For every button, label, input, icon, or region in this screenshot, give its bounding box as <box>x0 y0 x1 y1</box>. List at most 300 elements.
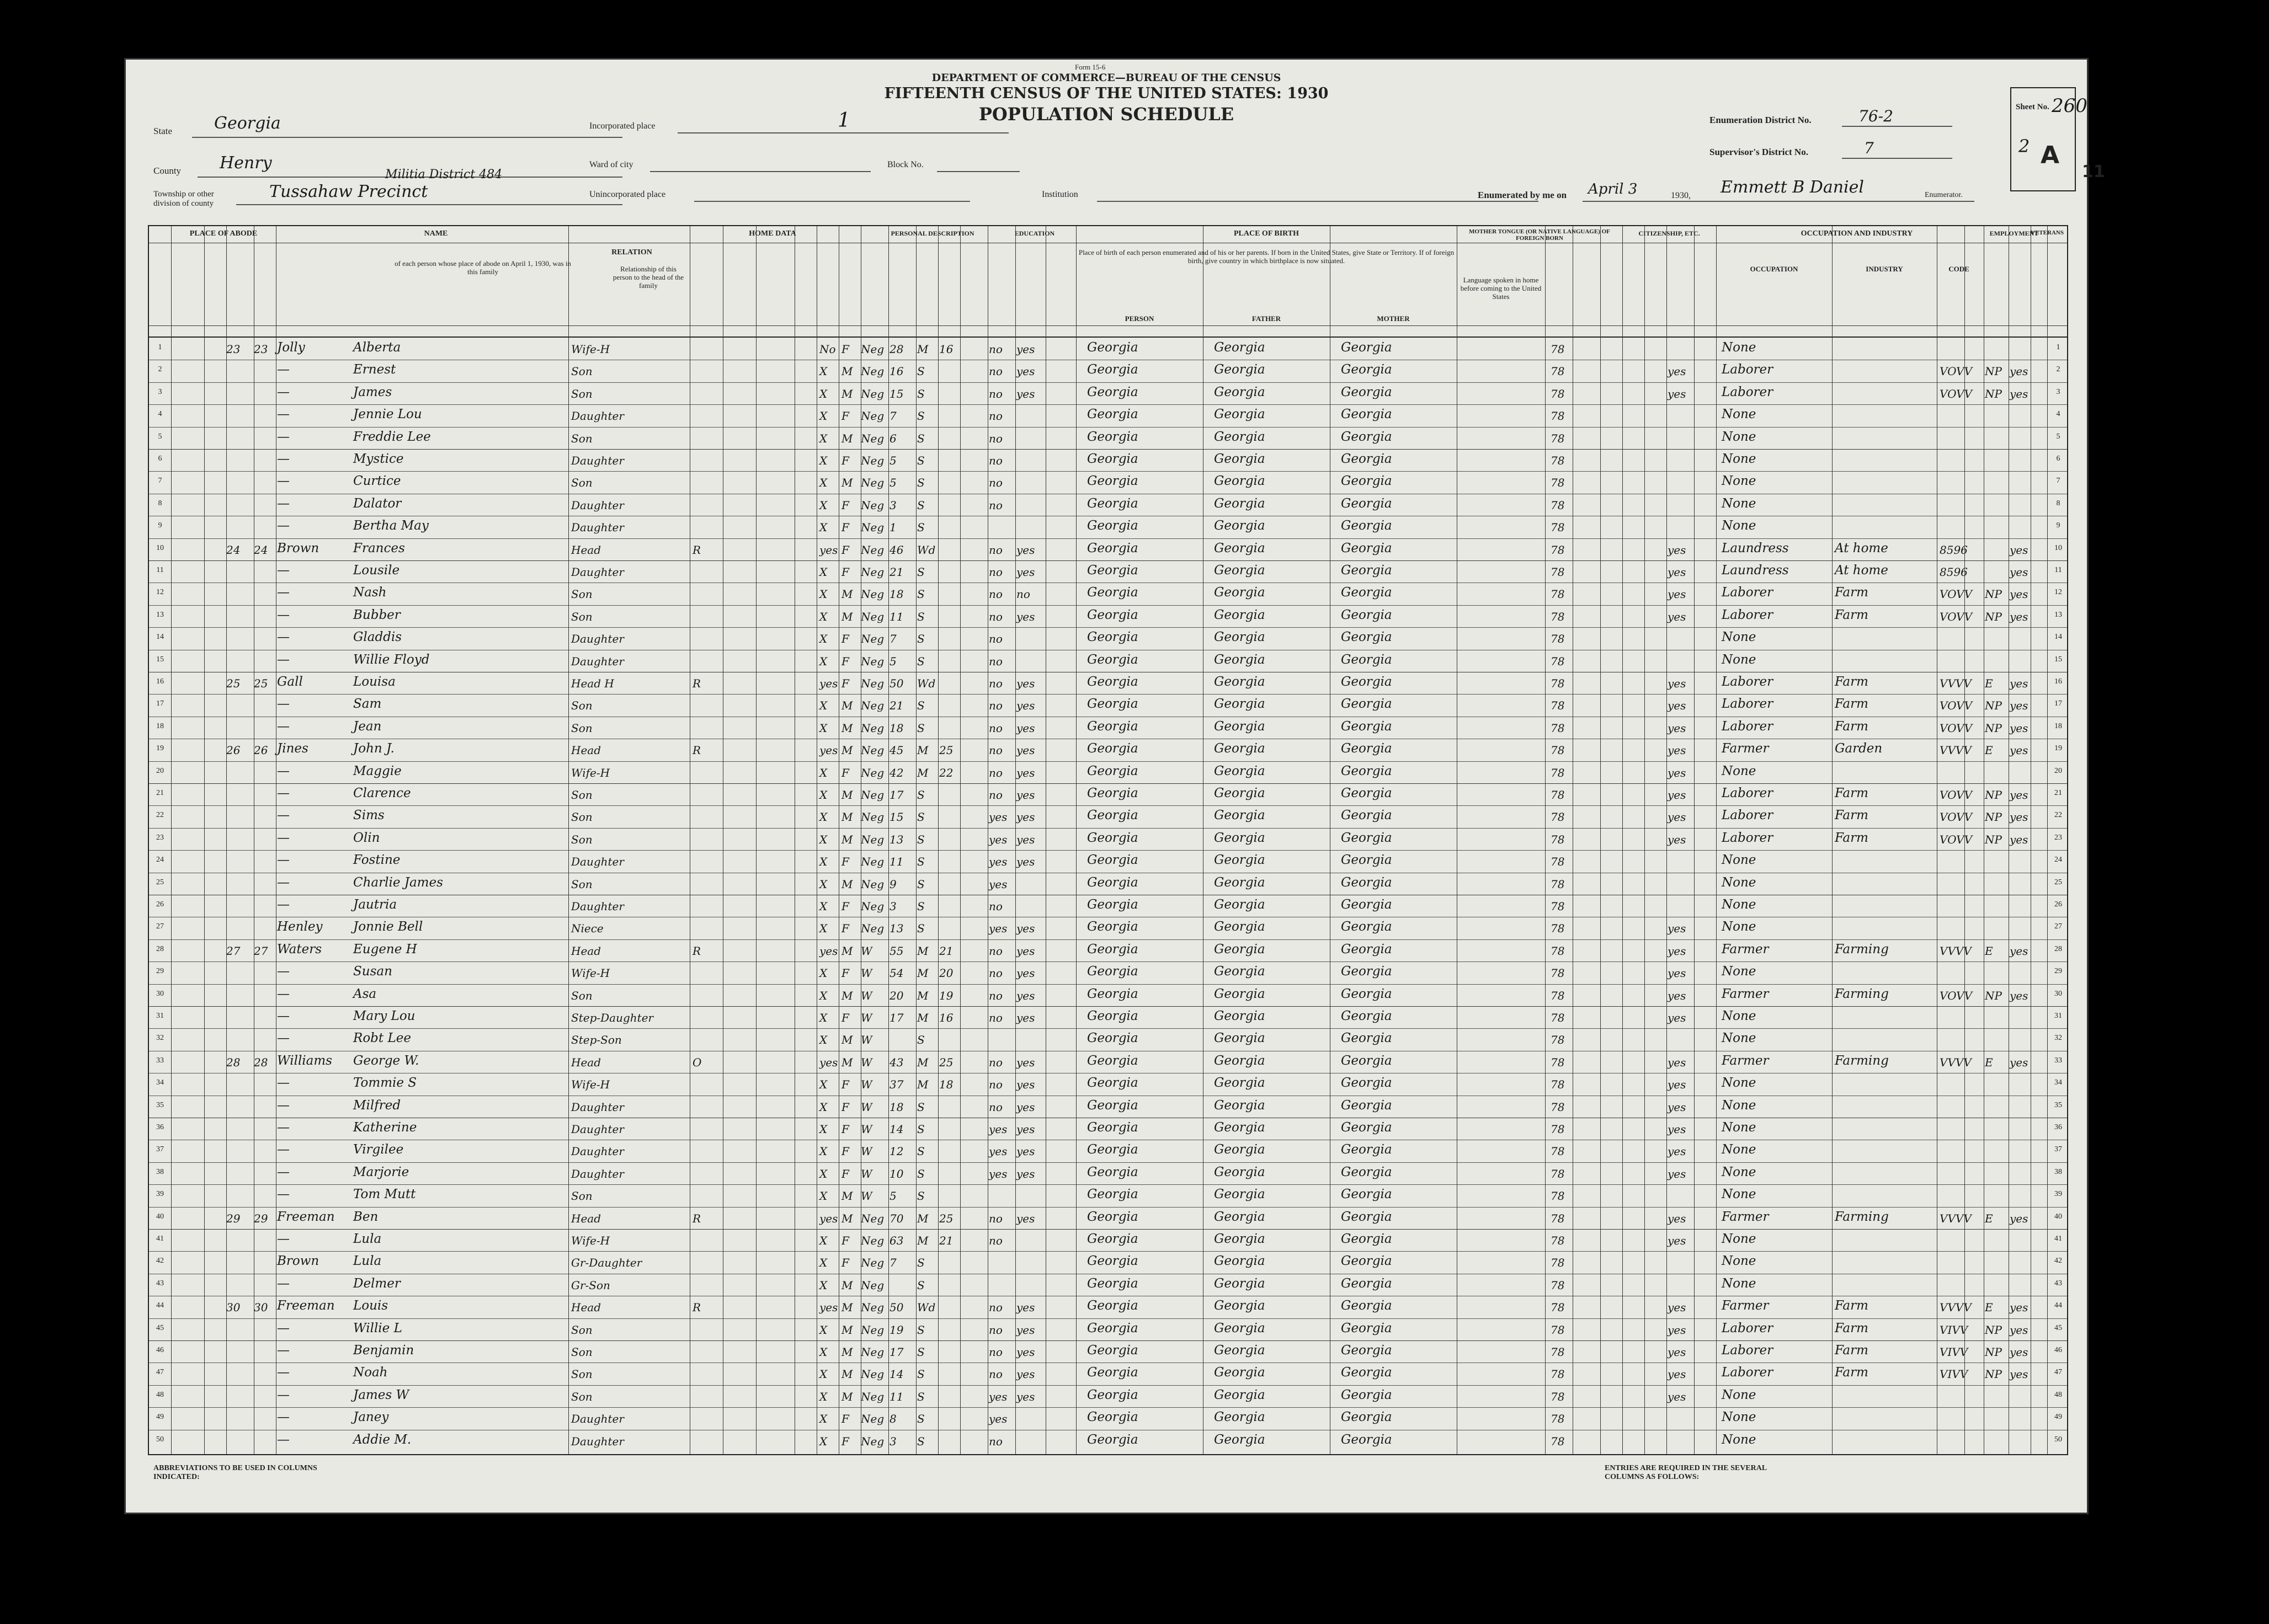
cell-mbp: Georgia <box>1341 853 1392 868</box>
cell-icode: VOVV <box>1940 587 1973 601</box>
cell-fam: 30 <box>254 1301 268 1315</box>
cell-sex: M <box>841 989 853 1002</box>
cell-surname: — <box>277 496 290 511</box>
cell-rel: Step-Daughter <box>571 1011 654 1024</box>
cell-fbp: Georgia <box>1214 1254 1265 1269</box>
cell-farm: X <box>819 1278 828 1292</box>
cell-race: Neg <box>861 900 885 913</box>
county-value: Henry <box>220 153 272 173</box>
cell-race: W <box>861 1145 872 1158</box>
cell-age: 3 <box>890 498 897 512</box>
cell-fbp: Georgia <box>1214 474 1265 489</box>
cell-surname: — <box>277 1009 290 1023</box>
cell-emp: yes <box>2010 744 2028 757</box>
enumerator-label: Enumerator. <box>1925 191 1963 199</box>
cell-given: Sims <box>353 808 385 823</box>
cell-code: 78 <box>1551 476 1565 490</box>
cell-mbp: Georgia <box>1341 1076 1392 1091</box>
cell-sex: F <box>841 343 849 356</box>
cell-agem: 21 <box>939 944 954 958</box>
cell-bp: Georgia <box>1087 519 1138 533</box>
cell-sex: F <box>841 654 849 668</box>
cell-code: 78 <box>1551 454 1565 467</box>
cell-code: 78 <box>1551 900 1565 913</box>
cell-code: 78 <box>1551 1323 1565 1337</box>
cell-given: Freddie Lee <box>353 429 431 444</box>
cell-fam: 27 <box>254 944 268 958</box>
cell-race: Neg <box>861 654 885 668</box>
cell-farm: yes <box>819 1301 838 1315</box>
table-row <box>149 1340 2067 1363</box>
cell-ind: Farm <box>1835 607 1868 622</box>
cell-occ: None <box>1722 1009 1756 1023</box>
cell-fbp: Georgia <box>1214 384 1265 399</box>
cell-farm: X <box>819 565 828 579</box>
cell-mar: S <box>917 454 925 467</box>
cell-bp: Georgia <box>1087 1187 1138 1202</box>
cell-surname: — <box>277 1432 290 1447</box>
cell-sch: no <box>989 1367 1003 1381</box>
cell-sch: no <box>989 699 1003 713</box>
sd-value: 7 <box>1864 139 1874 157</box>
cell-rel: Head <box>571 543 601 557</box>
cell-mar: S <box>917 832 925 846</box>
cell-mar: S <box>917 1167 925 1180</box>
line-number: 44 <box>156 1301 164 1310</box>
cell-surname: — <box>277 1387 290 1402</box>
cell-mbp: Georgia <box>1341 1187 1392 1202</box>
table-row <box>149 1162 2067 1184</box>
cell-mar: S <box>917 521 925 535</box>
cell-surname: — <box>277 1321 290 1335</box>
ward-label: Ward of city <box>589 160 633 169</box>
cell-rel: Daughter <box>571 632 624 646</box>
cell-given: Noah <box>353 1365 388 1380</box>
cell-icode: VVVV <box>1940 677 1972 690</box>
cell-race: Neg <box>861 498 885 512</box>
cell-occ: Farmer <box>1722 1053 1769 1068</box>
cell-fbp: Georgia <box>1214 1276 1265 1291</box>
table-row <box>149 516 2067 538</box>
cell-read: yes <box>1016 810 1035 824</box>
cell-sch: no <box>989 476 1003 490</box>
cell-code: 78 <box>1551 1033 1565 1047</box>
cell-given: Tom Mutt <box>353 1187 416 1202</box>
cell-mar: S <box>917 431 925 445</box>
schedule-title: POPULATION SCHEDULE <box>978 104 1234 125</box>
cell-eng: yes <box>1668 699 1686 713</box>
cell-ind: Farm <box>1835 697 1868 712</box>
cell-eng: yes <box>1668 677 1686 690</box>
population-table <box>148 225 2068 1455</box>
tongue-column-desc: Language spoken in home before coming to the United States <box>1460 276 1542 301</box>
cell-farm: X <box>819 1412 828 1426</box>
cell-sch: yes <box>989 1145 1008 1158</box>
cell-sch: no <box>989 788 1003 802</box>
cell-ind: At home <box>1835 563 1888 578</box>
cell-mbp: Georgia <box>1341 1432 1392 1447</box>
cell-age: 54 <box>890 966 904 980</box>
cell-code: 78 <box>1551 744 1565 757</box>
cell-eng: yes <box>1668 1167 1686 1180</box>
line-number-right: 50 <box>2054 1435 2062 1444</box>
cell-bp: Georgia <box>1087 763 1138 778</box>
cell-farm: yes <box>819 1211 838 1225</box>
cell-fbp: Georgia <box>1214 1009 1265 1023</box>
table-row <box>149 984 2067 1006</box>
cell-race: Neg <box>861 632 885 646</box>
cell-code: 78 <box>1551 1301 1565 1315</box>
cell-race: Neg <box>861 1301 885 1315</box>
cell-farm: X <box>819 409 828 423</box>
cell-bp: Georgia <box>1087 830 1138 845</box>
table-row <box>149 1407 2067 1429</box>
cell-code: 78 <box>1551 1278 1565 1292</box>
cell-mar: M <box>917 766 929 779</box>
cell-mar: M <box>917 989 929 1002</box>
cell-sex: F <box>841 565 849 579</box>
cell-ind: Farming <box>1835 1053 1889 1068</box>
cell-code: 78 <box>1551 1434 1565 1448</box>
cell-rel: Daughter <box>571 1412 624 1426</box>
line-number: 23 <box>156 833 164 842</box>
cell-farm: X <box>819 766 828 779</box>
cell-age: 11 <box>890 855 904 869</box>
line-number: 32 <box>156 1034 164 1043</box>
cell-given: Bertha May <box>353 519 429 533</box>
cell-occ: None <box>1722 763 1756 778</box>
cell-mbp: Georgia <box>1341 920 1392 934</box>
cell-bp: Georgia <box>1087 920 1138 934</box>
cell-occ: None <box>1722 1076 1756 1091</box>
cell-emp: yes <box>2010 1323 2028 1337</box>
cell-code: 78 <box>1551 1367 1565 1381</box>
cell-mbp: Georgia <box>1341 1009 1392 1023</box>
cell-given: Gladdis <box>353 630 402 645</box>
cell-mbp: Georgia <box>1341 1387 1392 1402</box>
cell-given: Delmer <box>353 1276 401 1291</box>
cell-mbp: Georgia <box>1341 541 1392 555</box>
cell-rel: Wife-H <box>571 766 610 779</box>
line-number-right: 25 <box>2054 878 2062 886</box>
cell-fbp: Georgia <box>1214 630 1265 645</box>
cell-mar: M <box>917 1055 929 1069</box>
cell-mar: S <box>917 1390 925 1403</box>
cell-eng: yes <box>1668 1367 1686 1381</box>
cell-race: Neg <box>861 922 885 936</box>
cell-mbp: Georgia <box>1341 474 1392 489</box>
entries-title: ENTRIES ARE REQUIRED IN THE SEVERAL COLUMNS AS FOLLOWS: <box>1605 1464 1767 1481</box>
cell-fbp: Georgia <box>1214 853 1265 868</box>
cell-sex: M <box>841 1390 853 1403</box>
table-row <box>149 1207 2067 1229</box>
cell-eng: yes <box>1668 1234 1686 1247</box>
cell-rel: Wife-H <box>571 1234 610 1247</box>
table-row <box>149 404 2067 426</box>
cell-sex: F <box>841 1412 849 1426</box>
cell-sex: M <box>841 1278 853 1292</box>
cell-ind: Farming <box>1835 1209 1889 1224</box>
cell-mar: S <box>917 855 925 869</box>
cell-rel: Son <box>571 832 593 846</box>
cell-age: 10 <box>890 1167 904 1180</box>
line-number: 4 <box>158 410 162 419</box>
cell-surname: — <box>277 1164 290 1179</box>
cell-fbp: Georgia <box>1214 429 1265 444</box>
cell-read: yes <box>1016 677 1035 690</box>
cell-age: 5 <box>890 1189 897 1203</box>
cell-code: 78 <box>1551 1189 1565 1203</box>
cell-sch: yes <box>989 1167 1008 1180</box>
cell-occ: Laborer <box>1722 719 1773 734</box>
table-row <box>149 1006 2067 1028</box>
cell-bp: Georgia <box>1087 585 1138 600</box>
cell-emp: yes <box>2010 387 2028 400</box>
cell-given: Alberta <box>353 340 401 355</box>
cell-sch: no <box>989 1055 1003 1069</box>
cell-ind: Farm <box>1835 585 1868 600</box>
cell-surname: — <box>277 719 290 734</box>
cell-mar: M <box>917 966 929 980</box>
cell-eng: yes <box>1668 766 1686 779</box>
cell-eng: yes <box>1668 1145 1686 1158</box>
cell-fbp: Georgia <box>1214 808 1265 823</box>
cell-given: James W <box>353 1387 409 1402</box>
table-row <box>149 1251 2067 1273</box>
cell-bp: Georgia <box>1087 1276 1138 1291</box>
cell-occ: Laborer <box>1722 808 1773 823</box>
cell-mar: S <box>917 721 925 735</box>
cell-sex: M <box>841 1055 853 1069</box>
cell-sex: F <box>841 1145 849 1158</box>
cell-farm: X <box>819 1390 828 1403</box>
cell-race: Neg <box>861 766 885 779</box>
cell-mbp: Georgia <box>1341 675 1392 689</box>
cell-mbp: Georgia <box>1341 429 1392 444</box>
cell-ind: At home <box>1835 541 1888 555</box>
occupation-column: OCCUPATION <box>1750 265 1798 273</box>
cell-surname: — <box>277 1098 290 1113</box>
cell-icode: VOVV <box>1940 721 1973 735</box>
cell-occ: Laborer <box>1722 1365 1773 1380</box>
line-number: 14 <box>156 633 164 642</box>
cell-sex: M <box>841 1367 853 1381</box>
cell-eng: yes <box>1668 1390 1686 1403</box>
cell-sex: M <box>841 587 853 601</box>
sd-label: Supervisor's District No. <box>1709 147 1808 157</box>
cell-mbp: Georgia <box>1341 697 1392 712</box>
cell-sex: M <box>841 431 853 445</box>
cell-mar: S <box>917 1145 925 1158</box>
cell-code: 78 <box>1551 343 1565 356</box>
cell-rel: Daughter <box>571 454 624 467</box>
cell-sch: no <box>989 587 1003 601</box>
line-number: 6 <box>158 455 162 463</box>
line-number-right: 8 <box>2056 499 2060 507</box>
cell-mar: S <box>917 365 925 378</box>
cell-eng: yes <box>1668 1345 1686 1359</box>
cell-race: W <box>861 1167 872 1180</box>
cell-r: R <box>693 944 701 958</box>
cell-code: 78 <box>1551 1055 1565 1069</box>
cell-age: 13 <box>890 832 904 846</box>
line-number: 16 <box>156 677 164 686</box>
cell-mbp: Georgia <box>1341 1365 1392 1380</box>
cell-farm: X <box>819 387 828 400</box>
cell-bp: Georgia <box>1087 719 1138 734</box>
cell-fbp: Georgia <box>1214 563 1265 578</box>
cell-bp: Georgia <box>1087 1098 1138 1113</box>
cell-surname: — <box>277 898 290 912</box>
cell-age: 16 <box>890 365 904 378</box>
cell-sex: M <box>841 832 853 846</box>
cell-race: Neg <box>861 677 885 690</box>
cell-fbp: Georgia <box>1214 1365 1265 1380</box>
cell-rel: Son <box>571 587 593 601</box>
cell-sex: F <box>841 1100 849 1114</box>
cell-mbp: Georgia <box>1341 1209 1392 1224</box>
cell-given: Nash <box>353 585 387 600</box>
cell-farm: X <box>819 721 828 735</box>
cell-race: Neg <box>861 1345 885 1359</box>
cell-rel: Son <box>571 877 593 891</box>
group-occupation: OCCUPATION AND INDUSTRY <box>1801 229 1913 238</box>
cell-sex: M <box>841 1211 853 1225</box>
cell-age: 50 <box>890 677 904 690</box>
cell-farm: yes <box>819 677 838 690</box>
line-number: 38 <box>156 1167 164 1176</box>
cell-fbp: Georgia <box>1214 898 1265 912</box>
cell-bp: Georgia <box>1087 474 1138 489</box>
cell-fam: 25 <box>254 677 268 690</box>
cell-mbp: Georgia <box>1341 362 1392 377</box>
cell-icode: 8596 <box>1940 543 1968 557</box>
cell-read: yes <box>1016 387 1035 400</box>
cell-mar: Wd <box>917 543 936 557</box>
cell-fbp: Georgia <box>1214 1187 1265 1202</box>
table-row <box>149 761 2067 783</box>
cell-bp: Georgia <box>1087 541 1138 555</box>
cell-code: 78 <box>1551 1123 1565 1136</box>
cell-age: 5 <box>890 454 897 467</box>
cell-sch: no <box>989 1301 1003 1315</box>
cell-cls: E <box>1985 1055 1993 1069</box>
cell-mar: S <box>917 1278 925 1292</box>
census-sheet <box>124 58 2105 1514</box>
cell-code: 78 <box>1551 587 1565 601</box>
cell-bp: Georgia <box>1087 1076 1138 1091</box>
cell-race: Neg <box>861 587 885 601</box>
line-number: 50 <box>156 1435 164 1444</box>
cell-race: Neg <box>861 877 885 891</box>
cell-sex: M <box>841 721 853 735</box>
table-row <box>149 1184 2067 1206</box>
cell-read: yes <box>1016 1301 1035 1315</box>
cell-given: Jennie Lou <box>353 407 422 422</box>
cell-eng: yes <box>1668 788 1686 802</box>
cell-mar: M <box>917 1078 929 1092</box>
cell-fbp: Georgia <box>1214 786 1265 800</box>
cell-sex: F <box>841 922 849 936</box>
cell-bp: Georgia <box>1087 675 1138 689</box>
cell-fam: 24 <box>254 543 268 557</box>
institution-label: Institution <box>1042 190 1078 199</box>
cell-code: 78 <box>1551 1145 1565 1158</box>
cell-surname: — <box>277 786 290 800</box>
line-number: 45 <box>156 1323 164 1332</box>
cell-bp: Georgia <box>1087 1299 1138 1313</box>
line-number-right: 22 <box>2054 811 2062 820</box>
cell-read: yes <box>1016 1390 1035 1403</box>
cell-rel: Son <box>571 1189 593 1203</box>
cell-fbp: Georgia <box>1214 1031 1265 1046</box>
cell-fbp: Georgia <box>1214 585 1265 600</box>
line-number-right: 36 <box>2054 1123 2062 1131</box>
group-mother-tongue: MOTHER TONGUE (OR NATIVE LANGUAGE) OF FOREIGN BORN <box>1469 228 1610 242</box>
state-value: Georgia <box>214 114 281 133</box>
line-number: 27 <box>156 922 164 931</box>
cell-icode: VIVV <box>1940 1367 1968 1381</box>
cell-sch: no <box>989 900 1003 913</box>
cell-bp: Georgia <box>1087 898 1138 912</box>
cell-code: 78 <box>1551 877 1565 891</box>
cell-sex: F <box>841 855 849 869</box>
line-number-right: 14 <box>2054 633 2062 642</box>
cell-eng: yes <box>1668 1011 1686 1024</box>
cell-occ: None <box>1722 920 1756 934</box>
cell-eng: yes <box>1668 989 1686 1002</box>
cell-farm: X <box>819 632 828 646</box>
cell-surname: — <box>277 1232 290 1246</box>
cell-mar: M <box>917 1211 929 1225</box>
cell-farm: X <box>819 1145 828 1158</box>
cell-mbp: Georgia <box>1341 786 1392 800</box>
cell-mar: S <box>917 632 925 646</box>
cell-farm: X <box>819 832 828 846</box>
cell-given: Louisa <box>353 675 396 689</box>
cell-cls: NP <box>1985 610 2002 623</box>
cell-occ: None <box>1722 853 1756 868</box>
township-value: Tussahaw Precinct <box>269 182 428 201</box>
cell-mar: S <box>917 1123 925 1136</box>
cell-bp: Georgia <box>1087 1120 1138 1135</box>
cell-rel: Daughter <box>571 521 624 535</box>
table-row <box>149 1385 2067 1407</box>
cell-given: Asa <box>353 986 377 1001</box>
cell-dw: 23 <box>226 343 241 356</box>
cell-fbp: Georgia <box>1214 675 1265 689</box>
township-label: Township or other division of county <box>153 190 214 208</box>
line-number: 31 <box>156 1012 164 1020</box>
cell-fbp: Georgia <box>1214 340 1265 355</box>
cell-read: yes <box>1016 944 1035 958</box>
cell-age: 11 <box>890 610 904 623</box>
cell-surname: Henley <box>277 920 323 934</box>
cell-surname: — <box>277 1276 290 1291</box>
group-education: EDUCATION <box>1014 229 1055 237</box>
cell-sch: no <box>989 966 1003 980</box>
cell-mbp: Georgia <box>1341 1343 1392 1358</box>
cell-age: 15 <box>890 387 904 400</box>
cell-rel: Daughter <box>571 1100 624 1114</box>
cell-occ: Laborer <box>1722 1321 1773 1335</box>
cell-surname: — <box>277 964 290 979</box>
cell-age: 5 <box>890 476 897 490</box>
cell-code: 78 <box>1551 699 1565 713</box>
cell-occ: Laborer <box>1722 675 1773 689</box>
cell-dw: 28 <box>226 1055 241 1069</box>
cell-emp: yes <box>2010 565 2028 579</box>
